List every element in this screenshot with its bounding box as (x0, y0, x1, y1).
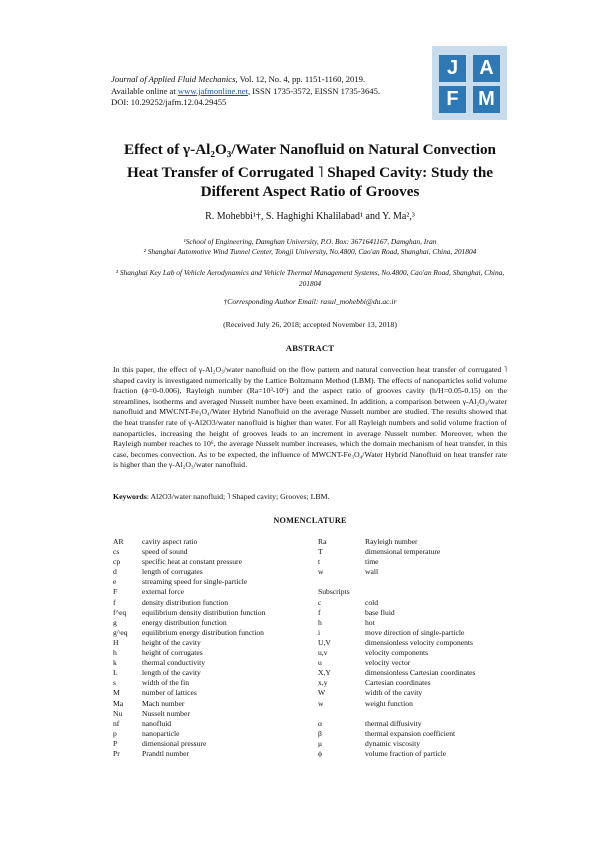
logo-letter-f: F (439, 86, 466, 113)
nomenclature-row (318, 658, 518, 668)
nomenclature-row (113, 688, 313, 698)
nomenclature-row (318, 567, 518, 577)
nomenclature-definition: hot (365, 617, 375, 627)
nomenclature-row (113, 709, 313, 719)
nomenclature-definition: base fluid (365, 607, 395, 617)
nomenclature-symbol: t (318, 557, 321, 567)
nomenclature-definition: weight function (365, 698, 413, 708)
paper-title-line-2: Heat Transfer of Corrugated ˥ Shaped Cavity: Study the Different Aspect Ratio of Grooves (100, 163, 520, 201)
nomenclature-definition: Mach number (142, 698, 185, 708)
nomenclature-row (113, 739, 313, 749)
nomenclature-symbol: nf (113, 718, 120, 728)
logo-letter-j: J (439, 55, 466, 82)
nomenclature-heading: NOMENCLATURE (273, 516, 347, 525)
nomenclature-row (113, 729, 313, 739)
nomenclature-symbol: F (113, 587, 118, 597)
nomenclature-definition: equilibrium density distribution function (142, 607, 266, 617)
nomenclature-symbol: ϕ (318, 748, 322, 758)
nomenclature-row (113, 678, 313, 688)
nomenclature-symbol: p (113, 728, 117, 738)
nomenclature-symbol: Ma (113, 698, 124, 708)
nomenclature-row (318, 668, 518, 678)
nomenclature-definition: streaming speed for single-particle (142, 577, 248, 587)
nomenclature-symbol: α (318, 718, 322, 728)
nomenclature-symbol: h (318, 617, 322, 627)
nomenclature-symbol: w (318, 567, 324, 577)
nomenclature-row (318, 719, 518, 729)
nomenclature-definition: velocity components (365, 648, 429, 658)
nomenclature-definition: specific heat at constant pressure (142, 557, 242, 567)
corresponding-author: †Corresponding Author Email: rasul_mohebbi@du.ac.ir (223, 297, 397, 306)
nomenclature-symbol: β (318, 728, 322, 738)
nomenclature-definition: cavity aspect ratio (142, 537, 198, 546)
nomenclature-row (113, 608, 313, 618)
nomenclature-row (113, 628, 313, 638)
nomenclature-symbol: w (318, 698, 324, 708)
nomenclature-row (318, 547, 518, 557)
nomenclature-definition: width of the fin (142, 678, 190, 688)
received-dates: (Received July 26, 2018; accepted November 13, 2018) (223, 320, 397, 329)
nomenclature-symbol: k (113, 658, 117, 668)
nomenclature-row (113, 577, 313, 587)
nomenclature-definition: equilibrium energy distribution function (142, 627, 264, 637)
affiliation-2: ² Shanghai Automotive Wind Tunnel Center, Tongji University, No.4800, Cao'an Road, Shanghai, China, 201804 (143, 247, 477, 256)
nomenclature-definition: cold (365, 597, 379, 607)
nomenclature-right-column (318, 537, 518, 759)
nomenclature-definition: thermal conductivity (142, 658, 206, 668)
nomenclature-row (318, 618, 518, 628)
nomenclature-row (113, 587, 313, 597)
keywords (113, 492, 507, 501)
nomenclature-definition: height of the cavity (142, 637, 201, 647)
nomenclature-definition: Prandtl number (142, 748, 190, 758)
nomenclature-symbol: h (113, 648, 117, 658)
nomenclature-symbol: s (113, 678, 116, 688)
nomenclature-row (113, 537, 313, 547)
nomenclature-symbol: AR (113, 537, 124, 546)
nomenclature-definition: move direction of single-particle (365, 627, 465, 637)
nomenclature-definition: time (365, 557, 379, 567)
nomenclature-definition: density distribution function (142, 597, 229, 607)
availability-line: Available online at www.jafmonline.net, ISSN 1735-3572, EISSN 1735-3645. (111, 85, 381, 96)
nomenclature-definition: energy distribution function (142, 617, 227, 627)
logo-letter-a: A (473, 55, 500, 82)
nomenclature-definition: dimensional temperature (365, 547, 441, 557)
nomenclature-row (318, 739, 518, 749)
nomenclature-row (318, 678, 518, 688)
nomenclature-symbol: u (318, 658, 322, 668)
nomenclature-symbol: e (113, 577, 117, 587)
nomenclature-row (318, 557, 518, 567)
abstract-text: In this paper, the effect of γ-Al₂O₃/water nanofluid on the flow pattern and natural convection heat transfer of corrugated ˥ shaped cavity is investigated numerically by the Lattice Boltzmann Method (LBM). The effects of nanoparticles solid volume fraction (ϕ=0-0.006), Rayleigh number (Ra=10³-10⁶) and the aspect ratio of grooves cavity (h/H=0.05-0.15) on the streamlines, isotherms and averaged Nusselt number have been examined. In addition, a comparison between γ-Al₂O₃/water nanofluid and MWCNT-Fe₃O₄/Water Hybrid Nanofluid on the average Nusselt number are studied. The results showed that the heat transfer rate of γ-Al2O3/water nanofluid is higher than water. For all Rayleigh numbers and solid volume fraction of nanoparticles, increasing the height of grooves leads to an increment in average Nusselt number. Moreover, when the Rayleigh number reaches to 10⁶, the average Nusselt number increases, which the domain mechanism of heat transfer, in this case, becomes convection. As to be expected, the influence of MWCNT-Fe₃O₄/Water Hybrid Nanofluid on heat transfer rate is higher than the γ-Al₂O₃/water nanofluid. (113, 365, 507, 470)
nomenclature-row (113, 557, 313, 567)
nomenclature-symbol: i (318, 627, 321, 637)
nomenclature-symbol: μ (318, 738, 323, 748)
nomenclature-row (318, 628, 518, 638)
nomenclature-symbol: M (113, 688, 120, 698)
nomenclature-symbol: g^eq (113, 627, 128, 637)
nomenclature-definition: dynamic viscosity (365, 738, 421, 748)
nomenclature-symbol (318, 709, 365, 719)
nomenclature-symbol: d (113, 567, 117, 577)
nomenclature-symbol: c (318, 597, 322, 607)
nomenclature-definition: speed of sound (142, 547, 188, 557)
nomenclature-definition: nanofluid (142, 718, 172, 728)
nomenclature-symbol: f^eq (113, 607, 127, 617)
nomenclature-row (113, 668, 313, 678)
journal-website-link[interactable]: www.jafmonline.net (177, 85, 248, 96)
nomenclature-symbol: L (113, 668, 118, 678)
nomenclature-definition: dimensionless velocity components (365, 637, 473, 647)
nomenclature-row (113, 598, 313, 608)
nomenclature-definition: Rayleigh number (365, 537, 418, 546)
nomenclature-symbol: Pr (113, 748, 120, 758)
nomenclature-symbol: g (113, 617, 117, 627)
nomenclature-definition: thermal diffusivity (365, 718, 422, 728)
nomenclature-row (318, 729, 518, 739)
nomenclature-definition: length of corrugates (142, 567, 203, 577)
nomenclature-symbol: cs (113, 547, 120, 557)
nomenclature-definition: dimensional pressure (142, 738, 207, 748)
nomenclature-row (318, 577, 518, 587)
nomenclature-symbol: H (113, 637, 119, 647)
affiliation-3: ³ Shanghai Key Lab of Vehicle Aerodynamics and Vehicle Thermal Management Systems, No.4800, Cao'an Road, Shanghai, China, 201804 (115, 268, 505, 288)
nomenclature-symbol: u,v (318, 648, 328, 658)
nomenclature-definition: external force (142, 587, 184, 597)
nomenclature-symbol: T (318, 547, 323, 557)
nomenclature-definition: Nusselt number (142, 708, 190, 718)
nomenclature-row (318, 648, 518, 658)
nomenclature-symbol: P (113, 738, 118, 748)
nomenclature-symbol: X,Y (318, 668, 331, 678)
nomenclature-definition: width of the cavity (365, 688, 423, 698)
abstract-heading: ABSTRACT (285, 343, 335, 353)
nomenclature-symbol: cp (113, 557, 121, 567)
nomenclature-symbol: W (318, 688, 326, 698)
nomenclature-definition (365, 587, 518, 597)
nomenclature-symbol: Nu (113, 708, 123, 718)
nomenclature-row (113, 567, 313, 577)
nomenclature-row (318, 699, 518, 709)
logo-letter-m: M (473, 86, 500, 113)
nomenclature-row (318, 638, 518, 648)
keywords-text: : Al2O3/water nanofluid; ˥ Shaped cavity; Grooves; LBM. (146, 492, 330, 501)
nomenclature-symbol: x,y (318, 678, 328, 688)
nomenclature-symbol: Subscripts (318, 587, 350, 597)
nomenclature-row (318, 608, 518, 618)
nomenclature-row (318, 688, 518, 698)
doi: DOI: 10.29252/jafm.12.04.29455 (111, 97, 227, 108)
nomenclature-symbol: Ra (318, 537, 327, 546)
nomenclature-left-column (113, 537, 313, 759)
nomenclature-definition: number of lattices (142, 688, 197, 698)
nomenclature-definition (365, 577, 518, 587)
nomenclature-row (113, 749, 313, 759)
journal-header (111, 74, 431, 109)
nomenclature-definition: Cartesian coordinates (365, 678, 431, 688)
nomenclature-row (113, 648, 313, 658)
journal-logo (432, 46, 507, 120)
nomenclature-row (318, 587, 518, 597)
nomenclature-symbol: f (318, 607, 321, 617)
journal-citation: Journal of Applied Fluid Mechanics, Vol. 12, No. 4, pp. 1151-1160, 2019. (111, 74, 366, 84)
nomenclature-definition (365, 709, 518, 719)
nomenclature-definition: height of corrugates (142, 648, 203, 658)
author-list: R. Mohebbi¹†, S. Haghighi Khalilabad¹ and Y. Ma²,³ (205, 211, 415, 222)
nomenclature-row (113, 699, 313, 709)
nomenclature-row (318, 709, 518, 719)
affiliation-1: ¹School of Engineering, Damghan University, P.O. Box: 3671641167, Damghan, Iran (183, 237, 437, 246)
nomenclature-row (113, 719, 313, 729)
paper-title-line-1: Effect of γ-Al₂O₃/Water Nanofluid on Natural Convection (124, 141, 496, 158)
keywords-label: Keywords (113, 492, 147, 501)
journal-name: Journal of Applied Fluid Mechanics (111, 74, 236, 84)
nomenclature-definition: length of the cavity (142, 668, 201, 678)
nomenclature-row (318, 598, 518, 608)
nomenclature-definition: dimensionless Cartesian coordinates (365, 668, 476, 678)
nomenclature-symbol (318, 577, 365, 587)
nomenclature-symbol: f (113, 597, 116, 607)
nomenclature-definition: nanoparticle (142, 728, 180, 738)
nomenclature-definition: velocity vector (365, 658, 411, 668)
nomenclature-definition: volume fraction of particle (365, 748, 447, 758)
paper-title-line-3: Different Aspect Ratio of Grooves (200, 183, 420, 200)
nomenclature-symbol: U,V (318, 637, 331, 647)
nomenclature-row (318, 537, 518, 547)
nomenclature-row (113, 638, 313, 648)
nomenclature-definition: wall (365, 567, 379, 577)
nomenclature-definition: thermal expansion coefficient (365, 728, 456, 738)
nomenclature-row (113, 547, 313, 557)
nomenclature-row (113, 658, 313, 668)
nomenclature-row (318, 749, 518, 759)
nomenclature-row (113, 618, 313, 628)
